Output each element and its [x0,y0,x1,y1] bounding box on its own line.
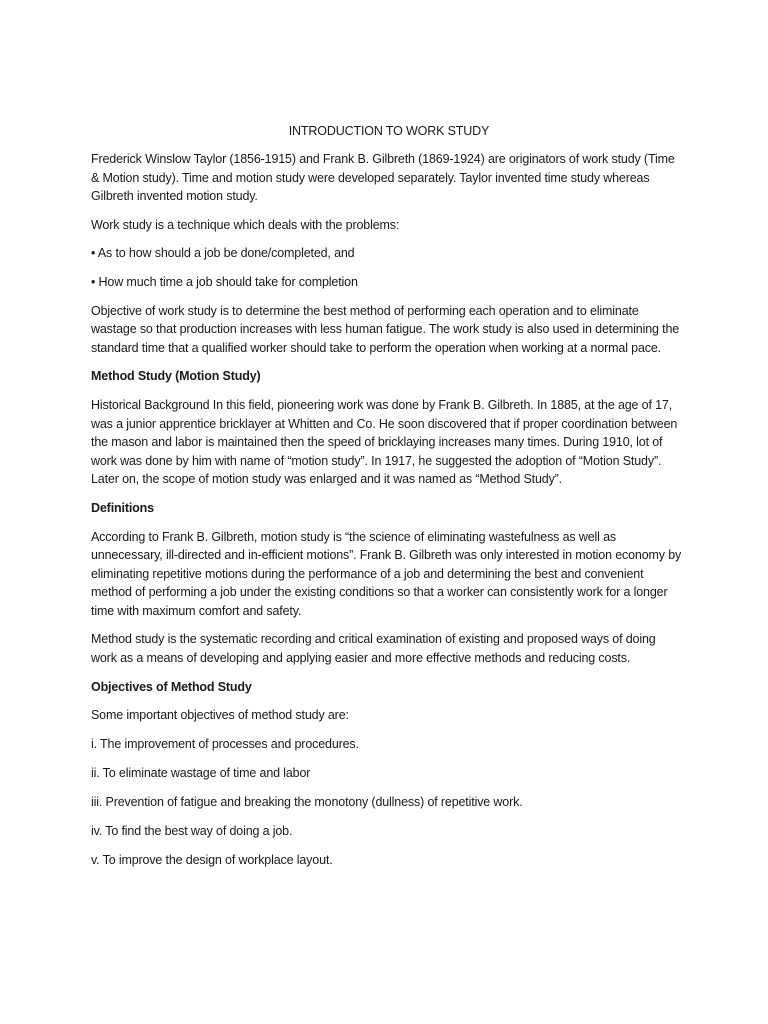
objective-item-1: i. The improvement of processes and procedures. [91,736,359,751]
heading-objectives: Objectives of Method Study [91,679,252,694]
objective-item-4: iv. To find the best way of doing a job. [91,824,293,839]
document-title: INTRODUCTION TO WORK STUDY [288,124,490,138]
paragraph-technique: Work study is a technique which deals with the problems: [91,217,400,232]
objective-item-5: v. To improve the design of workplace layout. [91,853,333,868]
bullet-item-time-per-job: • How much time a job should take for completion [91,274,358,289]
document-body [91,122,683,880]
paragraph-definition-gilbreth: According to Frank B. Gilbreth, motion study is “the science of eliminating wastefulness as well as unnecessary, ill-directed and in-efficient motions”. Frank B. Gilbreth was only interested in motion economy by eliminating repetitive motions during the performance of a job and determining the best and convenient method of performing a job under the existing conditions so that a worker can consistently work for a longer time with maximum comfort and safety. [91,529,682,618]
objective-item-2: ii. To eliminate wastage of time and labor [91,765,311,780]
objective-item-3: iii. Prevention of fatigue and breaking the monotony (dullness) of repetitive work. [91,795,523,810]
heading-method-study: Method Study (Motion Study) [91,369,261,384]
paragraph-objective: Objective of work study is to determine the best method of performing each operation and to eliminate wastage so that production increases with less human fatigue. The work study is also used in determining the standard time that a qualified worker should take to perform the operation when working at a normal pace. [91,303,680,355]
paragraph-originators: Frederick Winslow Taylor (1856-1915) and Frank B. Gilbreth (1869-1924) are originators of work study (Time & Motion study). Time and motion study were developed separately. Taylor invented time study whereas Gilbreth invented motion study. [91,152,675,204]
paragraph-historical-background: Historical Background In this field, pioneering work was done by Frank B. Gilbreth. In 1885, at the age of 17, was a junior apprentice bricklayer at Whitten and Co. He soon discovered that if proper coordination between the mason and labor is maintained then the speed of bricklaying increases many times. During 1910, lot of work was done by him with name of “motion study”. In 1917, he suggested the adoption of “Motion Study”. Later on, the scope of motion study was enlarged and it was named as “Method Study”. [91,397,678,487]
paragraph-objectives-intro: Some important objectives of method study are: [91,708,349,723]
paragraph-definition-systematic: Method study is the systematic recording and critical examination of existing and proposed ways of doing work as a means of developing and applying easier and more effective methods and reducing costs. [91,632,656,666]
bullet-item-how-job-done: • As to how should a job be done/completed, and [91,246,355,261]
heading-definitions: Definitions [91,500,154,515]
